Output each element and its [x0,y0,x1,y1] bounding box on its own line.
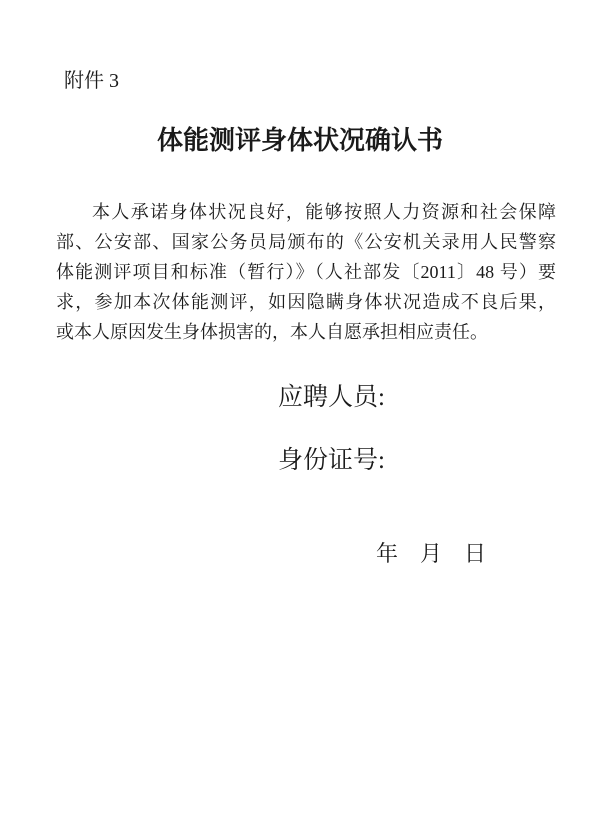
paragraph-line-2: 部、公安部、国家公务员局颁布的《公安机关录用人民警察 [56,232,556,252]
paragraph-line-5: 或本人原因发生身体损害的，本人自愿承担相应责任。 [56,322,488,342]
applicant-label: 应聘人员: [278,384,385,411]
attachment-label: 附件 3 [64,70,119,92]
date-line [376,541,486,567]
id-number-label: 身份证号: [278,447,385,474]
paragraph-line-1: 本人承诺身体状况良好，能够按照人力资源和社会保障 [92,202,556,222]
document-title: 体能测评身体状况确认书 [156,126,443,155]
paragraph-line-3: 体能测评项目和标准（暂行）》（人社部发〔2011〕48 号）要 [56,262,556,282]
paragraph-line-4: 求，参加本次体能测评，如因隐瞒身体状况造成不良后果， [56,292,556,312]
confirmation-paragraph [56,197,556,347]
month-label: 月 [420,541,443,566]
day-label: 日 [464,541,487,566]
year-label: 年 [376,541,399,566]
